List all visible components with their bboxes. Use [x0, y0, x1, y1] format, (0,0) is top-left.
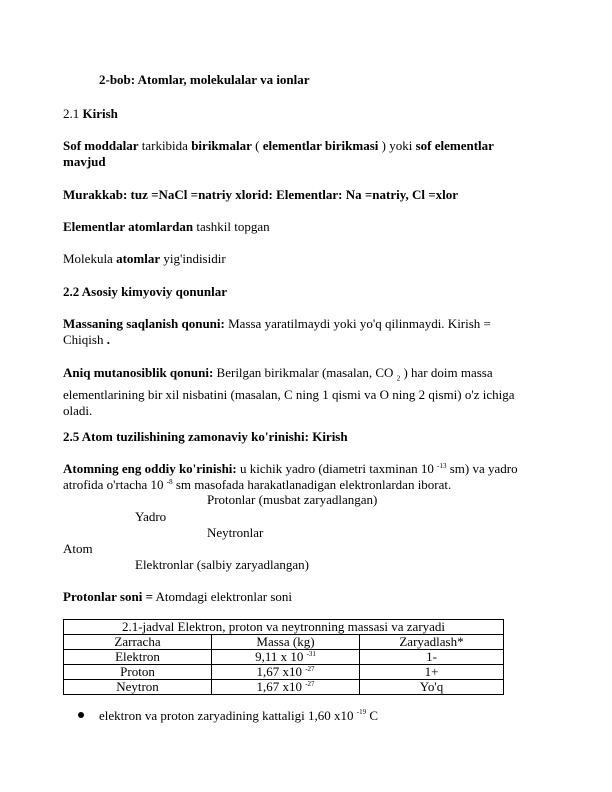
table-row	[64, 680, 504, 695]
cell-charge: 1-	[360, 650, 504, 665]
paragraph-mass-conservation: Massaning saqlanish qonuni: Massa yaratilmaydi yoki yo'q qilinmaydi. Kirish = Chiqish .	[63, 316, 491, 347]
cell-particle: Elektron	[64, 650, 212, 665]
paragraph-atom-view: Atomning eng oddiy ko'rinishi: u kichik yadro (diametri taxminan 10 $^{-13}$ sm) va yadro atrofida o'rtacha 10 $^{-8}$ sm masofada harakatlanadigan elektronlardan iborat.	[63, 461, 518, 492]
cell-particle: Proton	[64, 665, 212, 680]
tree-neutrons: Neytronlar	[207, 525, 264, 540]
cell-charge: 1+	[360, 665, 504, 680]
tree-protons: Protonlar (musbat zaryadlangan)	[207, 492, 378, 507]
paragraph-pure-substances: Sof moddalar tarkibida birikmalar ( elementlar birikmasi ) yoki sof elementlar mavjud	[63, 138, 494, 169]
column-header-mass: Massa (kg)	[212, 635, 360, 650]
tree-electrons: Elektronlar (salbiy zaryadlangan)	[135, 557, 309, 572]
cell-charge: Yo'q	[360, 680, 504, 695]
cell-mass: 1,67 x10 $^{-27}$	[212, 665, 360, 680]
paragraph-proton-count: Protonlar soni = Atomdagi elektronlar soni	[63, 589, 293, 604]
tree-nucleus: Yadro	[135, 509, 167, 524]
paragraph-definite-proportions: Aniq mutanosiblik qonuni: Berilgan birikmalar (masalan, CO $_2$ ) har doim massa elementlarining bir xil nisbatini (masalan, C ning 1 qismi va O ning 2 qismi) o'z ichiga oladi.	[63, 365, 515, 418]
cell-mass: 9,11 x 10 $^{-31}$	[212, 650, 360, 665]
column-header-charge: Zaryadlash*	[360, 635, 504, 650]
section-heading-2-1: 2.1 Kirish	[63, 106, 118, 121]
table-caption: 2.1-jadval Elektron, proton va neytronning massasi va zaryadi	[64, 620, 504, 635]
table-caption-row	[64, 620, 504, 635]
table-row	[64, 665, 504, 680]
particle-table	[63, 619, 504, 695]
chapter-title: 2-bob: Atomlar, molekulalar va ionlar	[99, 72, 310, 87]
paragraph-elements: Elementlar atomlardan tashkil topgan	[63, 219, 270, 234]
table-row	[64, 650, 504, 665]
tree-atom: Atom	[63, 541, 93, 556]
cell-mass: 1,67 x10 $^{-27}$	[212, 680, 360, 695]
section-heading-2-5: 2.5 Atom tuzilishining zamonaviy ko'rinishi: Kirish	[63, 429, 348, 444]
bullet-charge-magnitude: elektron va proton zaryadining kattaligi 1,60 x10 $^{-19}$ C	[99, 708, 379, 723]
paragraph-molecule: Molekula atomlar yig'indisidir	[63, 251, 226, 266]
cell-particle: Neytron	[64, 680, 212, 695]
table-header-row	[64, 635, 504, 650]
column-header-particle: Zarracha	[64, 635, 212, 650]
paragraph-compound: Murakkab: tuz =NaCl =natriy xlorid: Elementlar: Na =natriy, Cl =xlor	[63, 187, 459, 202]
section-heading-2-2: 2.2 Asosiy kimyoviy qonunlar	[63, 284, 227, 299]
bullet-dot-icon	[78, 712, 84, 718]
